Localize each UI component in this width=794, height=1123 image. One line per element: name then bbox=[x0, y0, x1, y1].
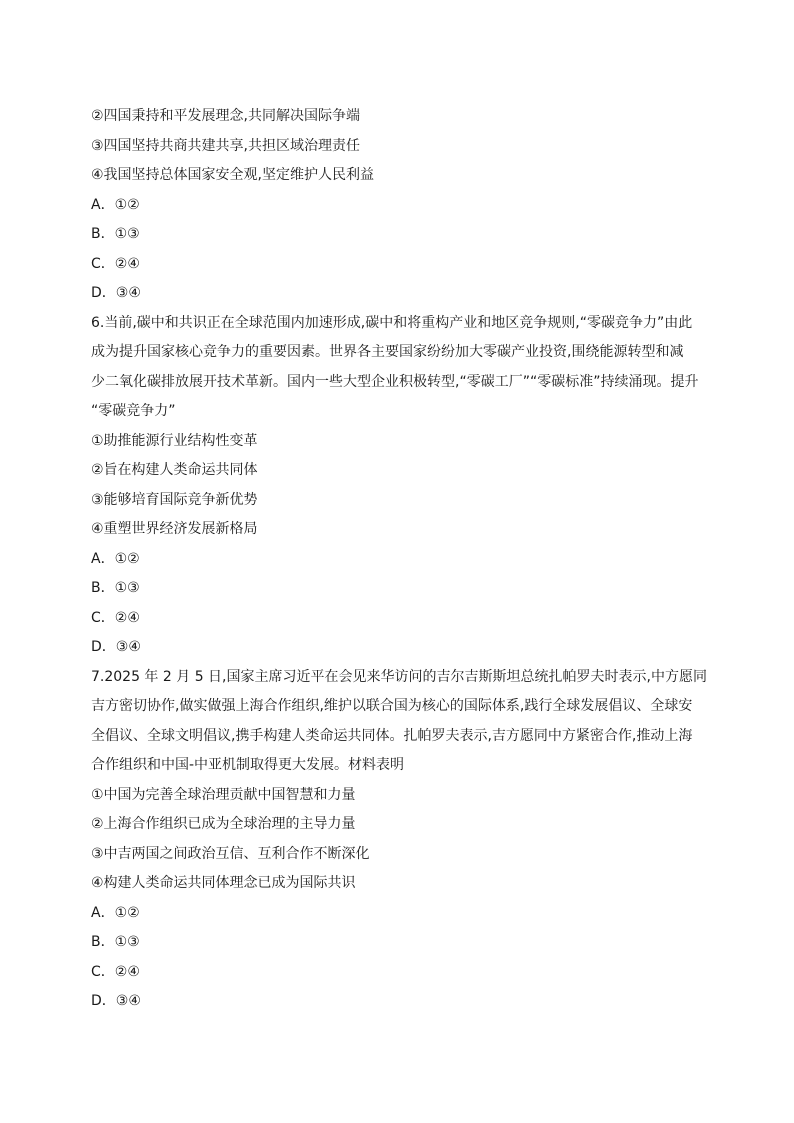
statement-3: ③四国坚持共商共建共享,共担区域治理责任 bbox=[91, 137, 360, 154]
question-stem-line: 全倡议、全球文明倡议,携手构建人类命运共同体。扎帕罗夫表示,吉方愿同中方紧密合作,推动上海 bbox=[91, 727, 693, 744]
question-stem-line: 7.2025 年 2 月 5 日,国家主席习近平在会见来华访问的吉尔吉斯斯坦总统扎帕罗夫时表示,中方愿同 bbox=[91, 668, 707, 685]
question-7 bbox=[91, 663, 711, 1017]
option-c: C．②④ bbox=[91, 609, 140, 626]
option-b: B．①③ bbox=[91, 580, 140, 596]
option-a: A．①② bbox=[91, 196, 140, 213]
statement-1: ①助推能源行业结构性变革 bbox=[91, 432, 258, 449]
statement-4: ④构建人类命运共同体理念已成为国际共识 bbox=[91, 875, 356, 891]
option-d: D．③④ bbox=[91, 285, 141, 301]
exam-page bbox=[91, 102, 711, 1017]
option-a: A．①② bbox=[91, 904, 140, 921]
question-6 bbox=[91, 309, 711, 663]
option-a: A．①② bbox=[91, 550, 140, 567]
option-b: B．①③ bbox=[91, 934, 140, 950]
statement-4: ④重塑世界经济发展新格局 bbox=[91, 521, 258, 537]
question-stem-line: 成为提升国家核心竞争力的重要因素。世界各主要国家纷纷加大零碳产业投资,围绕能源转型和减 bbox=[91, 344, 684, 360]
statement-3: ③能够培育国际竞争新优势 bbox=[91, 491, 258, 508]
option-d: D．③④ bbox=[91, 993, 141, 1009]
option-d: D．③④ bbox=[91, 639, 141, 655]
option-c: C．②④ bbox=[91, 963, 140, 980]
statement-2: ②旨在构建人类命运共同体 bbox=[91, 462, 258, 478]
question-stem-line: 6.当前,碳中和共识正在全球范围内加速形成,碳中和将重构产业和地区竞争规则,“零碳竞争力”由此 bbox=[91, 314, 693, 331]
statement-2: ②四国秉持和平发展理念,共同解决国际争端 bbox=[91, 108, 360, 124]
statement-4: ④我国坚持总体国家安全观,坚定维护人民利益 bbox=[91, 167, 374, 183]
question-stem-line: “零碳竞争力” bbox=[91, 403, 176, 419]
question-stem-line: 少二氧化碳排放展开技术革新。国内一些大型企业积极转型,“零碳工厂”“零碳标准”持续涌现。提升 bbox=[91, 373, 699, 390]
statement-2: ②上海合作组织已成为全球治理的主导力量 bbox=[91, 816, 356, 832]
question-stem-line: 合作组织和中国-中亚机制取得更大发展。材料表明 bbox=[91, 757, 405, 773]
option-b: B．①③ bbox=[91, 226, 140, 242]
question-5-tail bbox=[91, 102, 711, 309]
statement-1: ①中国为完善全球治理贡献中国智慧和力量 bbox=[91, 786, 356, 803]
statement-3: ③中吉两国之间政治互信、互利合作不断深化 bbox=[91, 845, 370, 862]
option-c: C．②④ bbox=[91, 255, 140, 272]
question-stem-line: 吉方密切协作,做实做强上海合作组织,维护以联合国为核心的国际体系,践行全球发展倡议、全球安 bbox=[91, 698, 693, 714]
